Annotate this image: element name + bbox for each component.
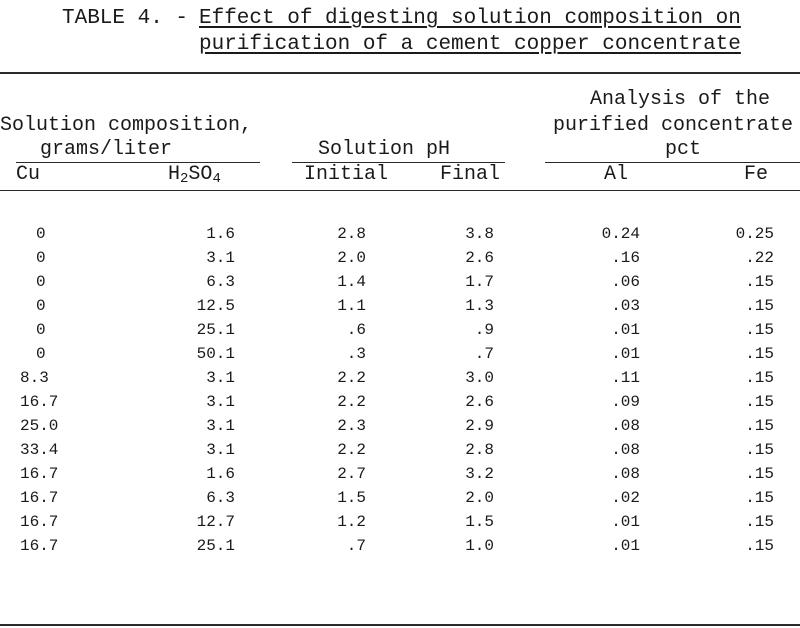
table-cell-final: 2.6 bbox=[465, 249, 494, 267]
table-cell-h2so4: 25.1 bbox=[196, 321, 235, 339]
table-cell-h2so4: 3.1 bbox=[206, 417, 235, 435]
table-cell-final: 2.8 bbox=[465, 441, 494, 459]
header-h2so4-sub-4: 4 bbox=[212, 171, 221, 187]
table-cell-final: .9 bbox=[474, 321, 494, 339]
table-cell-initial: 2.2 bbox=[337, 441, 366, 459]
table-cell-cu: 33.4 bbox=[20, 441, 59, 459]
table-cell-initial: .7 bbox=[346, 537, 366, 555]
table-cell-fe: .15 bbox=[745, 513, 774, 531]
table-cell-h2so4: 12.7 bbox=[196, 513, 235, 531]
table-cell-fe: .15 bbox=[745, 321, 774, 339]
table-cell-h2so4: 50.1 bbox=[196, 345, 235, 363]
table-cell-initial: .3 bbox=[346, 345, 366, 363]
header-initial: Initial bbox=[304, 163, 389, 186]
table-caption bbox=[62, 6, 741, 56]
table-cell-al: .01 bbox=[611, 345, 640, 363]
table-cell-al: .08 bbox=[611, 465, 640, 483]
header-h2so4-so: SO bbox=[188, 163, 213, 186]
table-cell-cu: 16.7 bbox=[20, 537, 59, 555]
table-cell-h2so4: 12.5 bbox=[196, 297, 235, 315]
table-cell-final: 2.6 bbox=[465, 393, 494, 411]
table-cell-final: 3.0 bbox=[465, 369, 494, 387]
table-cell-h2so4: 6.3 bbox=[206, 273, 235, 291]
table-cell-al: .08 bbox=[611, 417, 640, 435]
table-cell-h2so4: 6.3 bbox=[206, 489, 235, 507]
table-cell-al: .01 bbox=[611, 513, 640, 531]
table-cell-initial: 1.2 bbox=[337, 513, 366, 531]
table-cell-initial: 2.2 bbox=[337, 369, 366, 387]
table-cell-final: 3.8 bbox=[465, 225, 494, 243]
table-cell-final: .7 bbox=[474, 345, 494, 363]
table-cell-cu: 16.7 bbox=[20, 393, 59, 411]
table-cell-final: 2.0 bbox=[465, 489, 494, 507]
table-cell-al: .11 bbox=[611, 369, 640, 387]
table-cell-cu: 0 bbox=[36, 249, 46, 267]
header-h2so4 bbox=[168, 163, 221, 191]
table-cell-fe: .15 bbox=[745, 417, 774, 435]
table-cell-al: .08 bbox=[611, 441, 640, 459]
table-cell-fe: .15 bbox=[745, 273, 774, 291]
header-solution-composition-line-1: Solution composition, bbox=[0, 114, 253, 137]
table-cell-al: .09 bbox=[611, 393, 640, 411]
table-cell-al: .01 bbox=[611, 537, 640, 555]
table-cell-fe: .15 bbox=[745, 441, 774, 459]
table-cell-initial: 1.5 bbox=[337, 489, 366, 507]
table-cell-cu: 0 bbox=[36, 321, 46, 339]
table-cell-cu: 0 bbox=[36, 297, 46, 315]
table-cell-initial: 2.7 bbox=[337, 465, 366, 483]
table-cell-fe: .15 bbox=[745, 369, 774, 387]
header-bottom-rule bbox=[0, 190, 800, 191]
table-cell-fe: .15 bbox=[745, 537, 774, 555]
header-analysis-line-1: Analysis of the bbox=[590, 88, 771, 111]
table-cell-final: 1.3 bbox=[465, 297, 494, 315]
table-cell-final: 1.5 bbox=[465, 513, 494, 531]
table-cell-initial: 2.3 bbox=[337, 417, 366, 435]
table-cell-final: 3.2 bbox=[465, 465, 494, 483]
table-cell-fe: .22 bbox=[745, 249, 774, 267]
table-cell-cu: 16.7 bbox=[20, 465, 59, 483]
table-cell-h2so4: 3.1 bbox=[206, 441, 235, 459]
table-number: TABLE 4. - bbox=[62, 7, 189, 30]
table-cell-h2so4: 1.6 bbox=[206, 465, 235, 483]
table-cell-initial: 1.4 bbox=[337, 273, 366, 291]
header-h2so4-h: H bbox=[168, 163, 181, 186]
table-cell-cu: 8.3 bbox=[20, 369, 49, 387]
table-cell-al: .16 bbox=[611, 249, 640, 267]
table-cell-cu: 0 bbox=[36, 345, 46, 363]
table-cell-initial: 2.8 bbox=[337, 225, 366, 243]
header-solution-composition-line-2: grams/liter bbox=[40, 138, 173, 161]
table-cell-initial: .6 bbox=[346, 321, 366, 339]
table-cell-final: 1.0 bbox=[465, 537, 494, 555]
table-cell-cu: 16.7 bbox=[20, 489, 59, 507]
table-cell-fe: .15 bbox=[745, 393, 774, 411]
header-analysis-line-2: purified concentrate bbox=[553, 114, 794, 137]
table-cell-h2so4: 3.1 bbox=[206, 249, 235, 267]
table-top-rule bbox=[0, 72, 800, 74]
header-solution-composition-underline bbox=[16, 162, 260, 163]
header-h2so4-sub-2: 2 bbox=[180, 171, 189, 187]
table-cell-initial: 2.0 bbox=[337, 249, 366, 267]
table-title bbox=[199, 6, 741, 58]
table-cell-al: .03 bbox=[611, 297, 640, 315]
table-cell-fe: .15 bbox=[745, 465, 774, 483]
table-cell-fe: .15 bbox=[745, 489, 774, 507]
table-cell-fe: .15 bbox=[745, 297, 774, 315]
table-cell-cu: 16.7 bbox=[20, 513, 59, 531]
table-cell-cu: 25.0 bbox=[20, 417, 59, 435]
table-cell-al: .06 bbox=[611, 273, 640, 291]
table-cell-al: 0.24 bbox=[601, 225, 640, 243]
header-fe: Fe bbox=[744, 163, 769, 186]
table-cell-cu: 0 bbox=[36, 225, 46, 243]
table-title-line-1: Effect of digesting solution composition on bbox=[199, 7, 741, 30]
header-final: Final bbox=[440, 163, 501, 186]
table-bottom-rule bbox=[0, 624, 800, 626]
table-cell-final: 2.9 bbox=[465, 417, 494, 435]
table-cell-h2so4: 1.6 bbox=[206, 225, 235, 243]
header-cu: Cu bbox=[16, 163, 41, 186]
table-cell-initial: 1.1 bbox=[337, 297, 366, 315]
table-cell-h2so4: 3.1 bbox=[206, 393, 235, 411]
header-solution-ph: Solution pH bbox=[318, 138, 451, 161]
table-cell-final: 1.7 bbox=[465, 273, 494, 291]
table-cell-fe: .15 bbox=[745, 345, 774, 363]
table-title-line-2: purification of a cement copper concentrate bbox=[199, 33, 741, 56]
table-cell-cu: 0 bbox=[36, 273, 46, 291]
table-cell-fe: 0.25 bbox=[735, 225, 774, 243]
table-cell-h2so4: 3.1 bbox=[206, 369, 235, 387]
header-al: Al bbox=[604, 163, 629, 186]
table-cell-h2so4: 25.1 bbox=[196, 537, 235, 555]
table-cell-al: .01 bbox=[611, 321, 640, 339]
header-analysis-line-3: pct bbox=[665, 138, 702, 161]
table-cell-al: .02 bbox=[611, 489, 640, 507]
table-cell-initial: 2.2 bbox=[337, 393, 366, 411]
